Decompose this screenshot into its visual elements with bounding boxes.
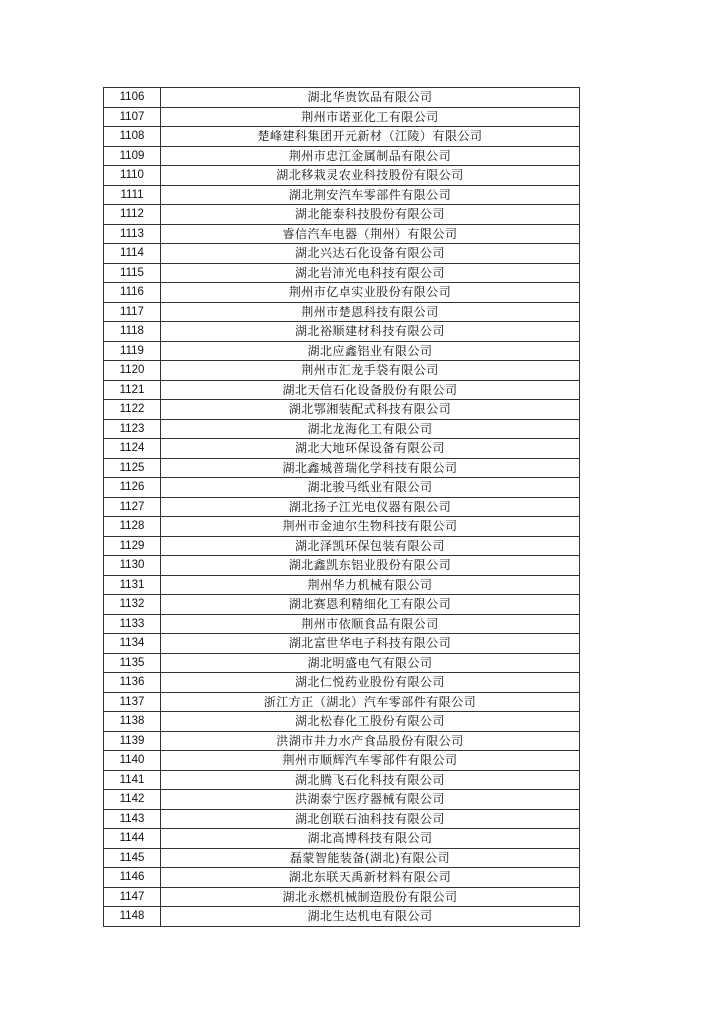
table-row xyxy=(104,809,580,829)
table-row xyxy=(104,380,580,400)
row-number: 1137 xyxy=(104,692,161,712)
row-number: 1135 xyxy=(104,653,161,673)
company-name: 湖北岩沛光电科技有限公司 xyxy=(161,263,580,283)
row-number: 1131 xyxy=(104,575,161,595)
row-number: 1116 xyxy=(104,283,161,303)
company-name: 湖北生达机电有限公司 xyxy=(161,907,580,927)
table-row xyxy=(104,458,580,478)
table-row xyxy=(104,887,580,907)
row-number: 1141 xyxy=(104,770,161,790)
company-name: 湖北鄂湘装配式科技有限公司 xyxy=(161,400,580,420)
row-number: 1142 xyxy=(104,790,161,810)
company-name: 磊蒙智能装备(湖北)有限公司 xyxy=(161,848,580,868)
company-name: 湖北天信石化设备股份有限公司 xyxy=(161,380,580,400)
row-number: 1133 xyxy=(104,614,161,634)
table-row xyxy=(104,127,580,147)
company-name: 荆州市依顺食品有限公司 xyxy=(161,614,580,634)
table-row xyxy=(104,224,580,244)
company-name: 湖北华贵饮品有限公司 xyxy=(161,88,580,108)
company-name: 湖北骏马纸业有限公司 xyxy=(161,478,580,498)
company-list-table xyxy=(103,87,580,927)
table-row xyxy=(104,751,580,771)
table-row xyxy=(104,185,580,205)
table-row xyxy=(104,283,580,303)
company-name: 湖北东联天禹新材料有限公司 xyxy=(161,868,580,888)
row-number: 1108 xyxy=(104,127,161,147)
table-row xyxy=(104,302,580,322)
table-row xyxy=(104,829,580,849)
company-name: 湖北仁悦药业股份有限公司 xyxy=(161,673,580,693)
company-name: 湖北移栽灵农业科技股份有限公司 xyxy=(161,166,580,186)
row-number: 1130 xyxy=(104,556,161,576)
company-name: 荆州市诺亚化工有限公司 xyxy=(161,107,580,127)
row-number: 1123 xyxy=(104,419,161,439)
table-row xyxy=(104,673,580,693)
table-row xyxy=(104,595,580,615)
table-row xyxy=(104,575,580,595)
row-number: 1138 xyxy=(104,712,161,732)
company-name: 洪湖泰宁医疗器械有限公司 xyxy=(161,790,580,810)
row-number: 1109 xyxy=(104,146,161,166)
table-row xyxy=(104,439,580,459)
row-number: 1124 xyxy=(104,439,161,459)
table-row xyxy=(104,731,580,751)
company-name: 荆州市金迪尔生物科技有限公司 xyxy=(161,517,580,537)
company-name: 湖北鑫城普瑞化学科技有限公司 xyxy=(161,458,580,478)
table-row xyxy=(104,263,580,283)
company-name: 湖北应鑫铝业有限公司 xyxy=(161,341,580,361)
table-row xyxy=(104,712,580,732)
row-number: 1107 xyxy=(104,107,161,127)
row-number: 1115 xyxy=(104,263,161,283)
company-name: 湖北泽凯环保包装有限公司 xyxy=(161,536,580,556)
company-name: 睿信汽车电器（荆州）有限公司 xyxy=(161,224,580,244)
table-row xyxy=(104,848,580,868)
company-name: 湖北赛恩利精细化工有限公司 xyxy=(161,595,580,615)
table-row xyxy=(104,907,580,927)
company-name: 荆州市汇龙手袋有限公司 xyxy=(161,361,580,381)
row-number: 1139 xyxy=(104,731,161,751)
company-name: 湖北能泰科技股份有限公司 xyxy=(161,205,580,225)
table-row xyxy=(104,400,580,420)
company-name: 荆州市楚恩科技有限公司 xyxy=(161,302,580,322)
company-name: 湖北创联石油科技有限公司 xyxy=(161,809,580,829)
row-number: 1136 xyxy=(104,673,161,693)
table-row xyxy=(104,517,580,537)
row-number: 1129 xyxy=(104,536,161,556)
company-name: 湖北富世华电子科技有限公司 xyxy=(161,634,580,654)
row-number: 1132 xyxy=(104,595,161,615)
table-row xyxy=(104,868,580,888)
table-row xyxy=(104,634,580,654)
row-number: 1106 xyxy=(104,88,161,108)
row-number: 1140 xyxy=(104,751,161,771)
row-number: 1128 xyxy=(104,517,161,537)
table-row xyxy=(104,790,580,810)
company-name: 湖北腾飞石化科技有限公司 xyxy=(161,770,580,790)
row-number: 1110 xyxy=(104,166,161,186)
row-number: 1112 xyxy=(104,205,161,225)
row-number: 1148 xyxy=(104,907,161,927)
row-number: 1114 xyxy=(104,244,161,264)
table-row xyxy=(104,536,580,556)
table-row xyxy=(104,166,580,186)
company-name: 荆州市顺辉汽车零部件有限公司 xyxy=(161,751,580,771)
company-name: 荆州市忠江金属制品有限公司 xyxy=(161,146,580,166)
table-row xyxy=(104,653,580,673)
table-row xyxy=(104,244,580,264)
row-number: 1113 xyxy=(104,224,161,244)
table-row xyxy=(104,205,580,225)
table-row xyxy=(104,146,580,166)
table-row xyxy=(104,478,580,498)
company-name: 湖北松春化工股份有限公司 xyxy=(161,712,580,732)
table-row xyxy=(104,497,580,517)
company-name: 湖北高博科技有限公司 xyxy=(161,829,580,849)
company-name: 湖北裕顺建材科技有限公司 xyxy=(161,322,580,342)
row-number: 1145 xyxy=(104,848,161,868)
row-number: 1122 xyxy=(104,400,161,420)
table-row xyxy=(104,341,580,361)
row-number: 1147 xyxy=(104,887,161,907)
table-row xyxy=(104,556,580,576)
row-number: 1117 xyxy=(104,302,161,322)
table-row xyxy=(104,322,580,342)
company-name: 湖北龙海化工有限公司 xyxy=(161,419,580,439)
row-number: 1121 xyxy=(104,380,161,400)
table-row xyxy=(104,614,580,634)
company-name: 浙江方正（湖北）汽车零部件有限公司 xyxy=(161,692,580,712)
company-name: 楚峰建科集团开元新材（江陵）有限公司 xyxy=(161,127,580,147)
row-number: 1144 xyxy=(104,829,161,849)
company-name: 湖北扬子江光电仪器有限公司 xyxy=(161,497,580,517)
company-name: 湖北永燃机械制造股份有限公司 xyxy=(161,887,580,907)
table-row xyxy=(104,107,580,127)
row-number: 1120 xyxy=(104,361,161,381)
row-number: 1127 xyxy=(104,497,161,517)
company-list-body xyxy=(104,88,580,927)
row-number: 1125 xyxy=(104,458,161,478)
table-row xyxy=(104,419,580,439)
table-row xyxy=(104,692,580,712)
company-name: 洪湖市井力水产食品股份有限公司 xyxy=(161,731,580,751)
row-number: 1118 xyxy=(104,322,161,342)
company-name: 荆州市亿卓实业股份有限公司 xyxy=(161,283,580,303)
company-name: 湖北兴达石化设备有限公司 xyxy=(161,244,580,264)
company-name: 湖北大地环保设备有限公司 xyxy=(161,439,580,459)
company-name: 荆州华力机械有限公司 xyxy=(161,575,580,595)
company-name: 湖北荆安汽车零部件有限公司 xyxy=(161,185,580,205)
row-number: 1111 xyxy=(104,185,161,205)
row-number: 1143 xyxy=(104,809,161,829)
row-number: 1146 xyxy=(104,868,161,888)
table-row xyxy=(104,88,580,108)
row-number: 1126 xyxy=(104,478,161,498)
row-number: 1119 xyxy=(104,341,161,361)
company-name: 湖北明盛电气有限公司 xyxy=(161,653,580,673)
table-row xyxy=(104,770,580,790)
row-number: 1134 xyxy=(104,634,161,654)
table-row xyxy=(104,361,580,381)
company-name: 湖北鑫凯东铝业股份有限公司 xyxy=(161,556,580,576)
